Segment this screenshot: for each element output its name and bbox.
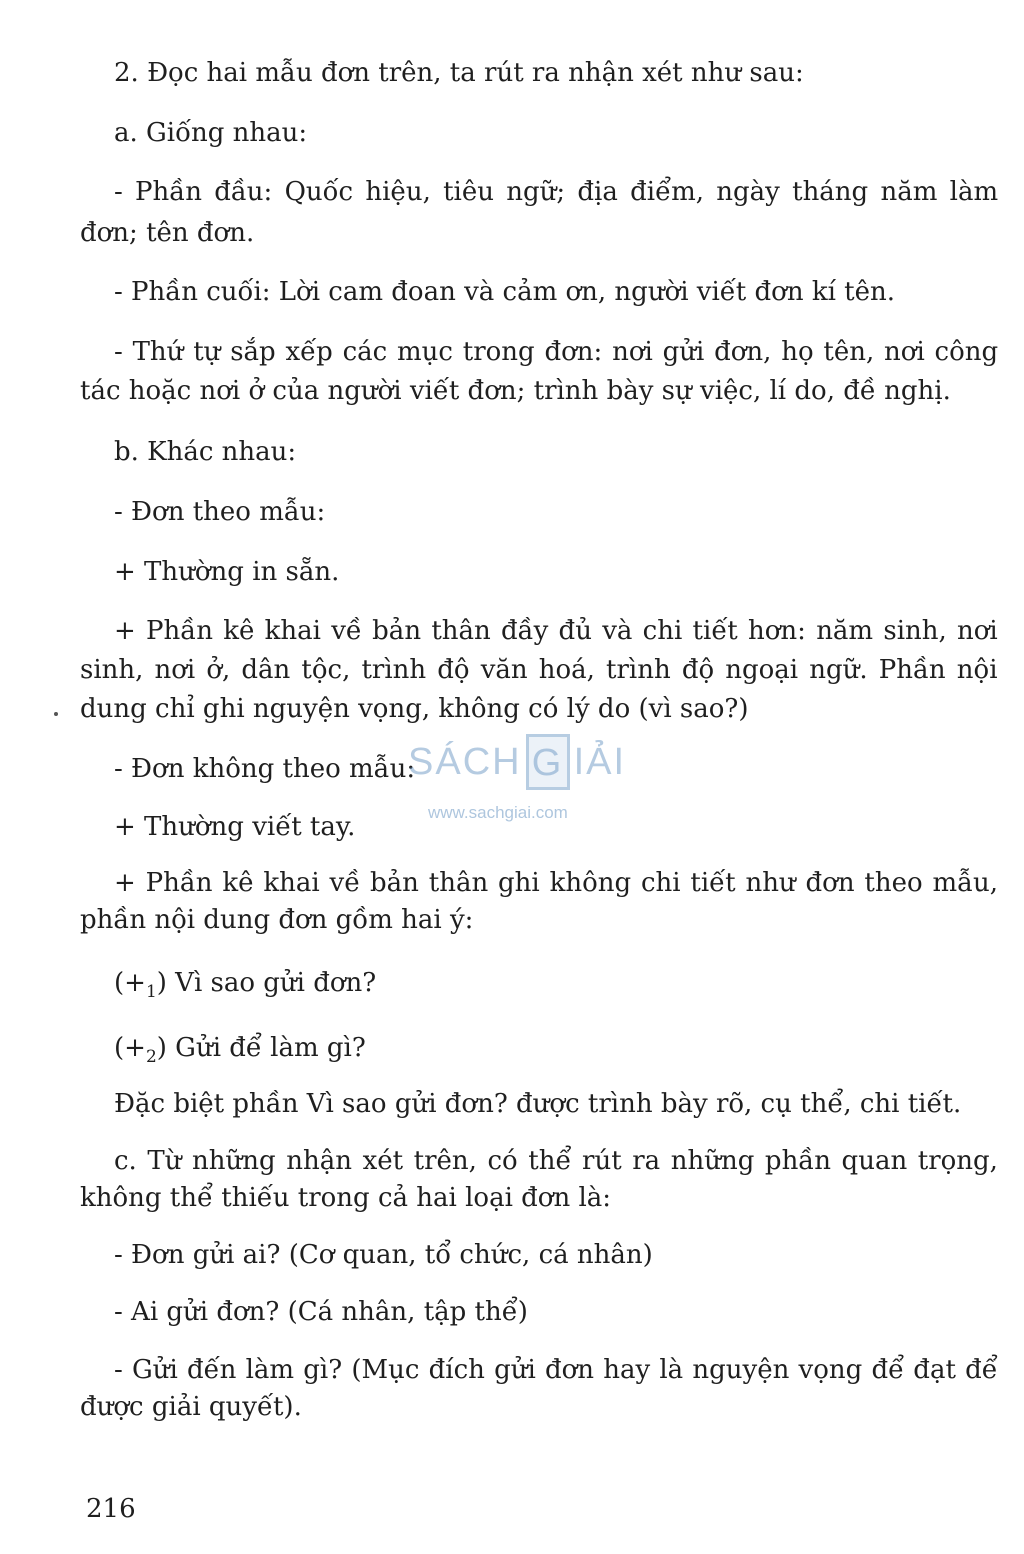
list-text: ) Vì sao gửi đơn? (156, 968, 377, 998)
watermark-logo-left: SÁCH (408, 740, 522, 783)
paragraph-line: - Đơn theo mẫu: (114, 497, 326, 527)
paragraph-line: - Đơn gửi ai? (Cơ quan, tổ chức, cá nhân) (114, 1240, 653, 1270)
watermark-logo-right: IẢI (573, 740, 627, 783)
paragraph-line: Đặc biệt phần Vì sao gửi đơn? được trình bày rõ, cụ thể, chi tiết. (114, 1089, 962, 1119)
paragraph-line: được giải quyết). (80, 1392, 302, 1422)
paragraph-line: c. Từ những nhận xét trên, có thể rút ra những phần quan trọng, (114, 1146, 998, 1176)
paragraph-line: sinh, nơi ở, dân tộc, trình độ văn hoá, trình độ ngoại ngữ. Phần nội (80, 655, 998, 685)
paragraph-line: - Thứ tự sắp xếp các mục trong đơn: nơi gửi đơn, họ tên, nơi công (114, 337, 999, 367)
paragraph-line: đơn; tên đơn. (80, 218, 255, 248)
paragraph-line (114, 1033, 366, 1068)
paragraph-line: + Thường in sẵn. (114, 557, 340, 587)
watermark-url: www.sachgiai.com (428, 803, 568, 822)
paragraph-line: phần nội dung đơn gồm hai ý: (80, 905, 474, 935)
section-heading-a: a. Giống nhau: (114, 118, 308, 148)
paragraph-line: - Đơn không theo mẫu: (114, 754, 416, 784)
paragraph-line: dung chỉ ghi nguyện vọng, không có lý do (vì sao?) (80, 694, 749, 724)
subscript: 1 (145, 982, 157, 1003)
paragraph-line: 2. Đọc hai mẫu đơn trên, ta rút ra nhận xét như sau: (114, 58, 804, 88)
scan-speck (54, 712, 58, 716)
list-text: ) Gửi để làm gì? (156, 1033, 366, 1063)
page-number: 216 (86, 1494, 136, 1524)
section-heading-b: b. Khác nhau: (114, 437, 297, 467)
paragraph-line: - Ai gửi đơn? (Cá nhân, tập thể) (114, 1297, 528, 1327)
paragraph-line (114, 968, 377, 1003)
paragraph-line: - Phần cuối: Lời cam đoan và cảm ơn, người viết đơn kí tên. (114, 277, 896, 307)
list-marker: (+ (114, 968, 146, 998)
paragraph-line: không thể thiếu trong cả hai loại đơn là: (80, 1183, 612, 1213)
list-marker: (+ (114, 1033, 146, 1063)
paragraph-line: + Thường viết tay. (114, 812, 356, 842)
watermark-logo-box: G (526, 734, 570, 790)
paragraph-line: + Phần kê khai về bản thân đầy đủ và chi tiết hơn: năm sinh, nơi (114, 616, 998, 646)
watermark-logo (408, 734, 626, 790)
paragraph-line: - Phần đầu: Quốc hiệu, tiêu ngữ; địa điểm, ngày tháng năm làm (114, 177, 999, 207)
paragraph-line: + Phần kê khai về bản thân ghi không chi tiết như đơn theo mẫu, (114, 868, 999, 898)
subscript: 2 (145, 1047, 157, 1068)
paragraph-line: tác hoặc nơi ở của người viết đơn; trình bày sự việc, lí do, đề nghị. (80, 376, 951, 406)
paragraph-line: - Gửi đến làm gì? (Mục đích gửi đơn hay là nguyện vọng để đạt để (114, 1355, 998, 1385)
